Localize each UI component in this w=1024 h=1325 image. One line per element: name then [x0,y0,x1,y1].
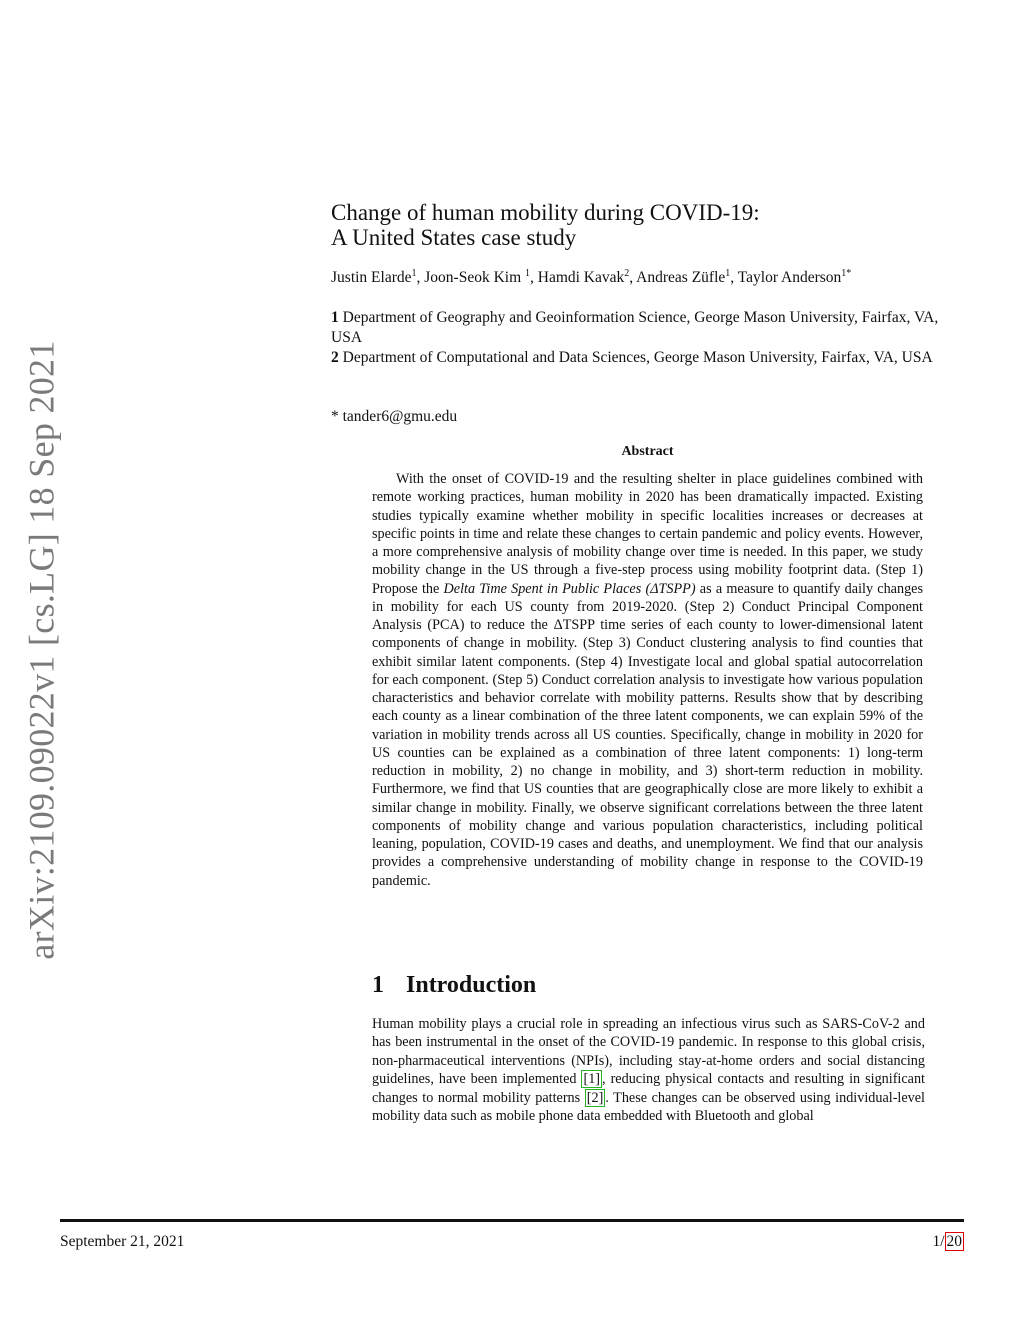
affiliation-list [331,308,971,368]
intro-text: . These changes can be observed using individual-level mobility data such as mobile phone data embedded with Bluetooth and global [372,1089,925,1125]
abstract-italic-term: Delta Time Spent in Public Places (ΔTSPP) [443,580,696,597]
corresponding-email: * tander6@gmu.edu [331,408,458,425]
section-heading-introduction [372,972,536,999]
footer-page-number [932,1233,964,1251]
paper-title [331,200,971,250]
abstract-heading: Abstract [621,444,674,459]
author-name: Hamdi Kavak [537,269,625,287]
affiliation-item [331,348,971,368]
page-current: 1/ [932,1233,945,1250]
author-affiliation-mark: 2 [624,268,630,279]
section-title: Introduction [406,972,537,998]
affiliation-text: Department of Computational and Data Sciences, George Mason University, Fairfax, VA, USA [342,349,933,366]
abstract-text: as a measure to quantify daily changes in mobility for each US county from 2019-2020. (Step 2) Conduct Principal Component Analysis (PCA) to reduce the ΔTSPP time series of each county to lower-dimensional latent components of change in mobility. (Step 3) Conduct clustering analysis to find counties that exhibit similar latent components. (Step 4) Investigate local and global spatial autocorrelation for each component. (Step 5) Conduct correlation analysis to investigate how various population characteristics and behavior correlate with mobility patterns. Results show that by describing each county as a linear combination of the three latent components, we can explain 59% of the variation in mobility trends across all US counties. Specifically, change in mobility in 2020 for US counties can be explained as a combination of three latent components: 1) long-term reduction in mobility, 2) no change in mobility, and 3) short-term reduction in mobility. Furthermore, we find that US counties that are geographically close are more likely to exhibit a similar change in mobility. Finally, we observe significant correlations between the three latent components of mobility change and various population characteristics, including political leaning, population, COVID-19 cases and deaths, and unemployment. We find that our analysis provides a comprehensive understanding of mobility change in response to the COVID-19 pandemic. [372,580,923,889]
introduction-paragraph [372,1015,925,1125]
author-name: Taylor Anderson [737,269,842,287]
author-affiliation-mark: 1 [525,268,530,279]
citation-link[interactable]: [1] [583,1071,601,1088]
abstract-text: With the onset of COVID-19 and the resulting shelter in place guidelines combined with remote working practices, human mobility in 2020 has been dramatically impacted. Existing studies typically examine whether mobility in specific localities increases or decreases at specific points in time and relate these changes to certain pandemic and policy events. However, a more comprehensive analysis of mobility change over time is needed. In this paper, we study mobility change in the US through a five-step process using mobility footprint data. (Step 1) Propose the [372,471,923,597]
author-affiliation-mark: 1 [411,268,417,279]
affiliation-item [331,308,971,348]
author-name: Joon-Seok Kim [424,269,522,287]
citation-link[interactable]: [2] [586,1089,604,1106]
intro-text: Human mobility plays a crucial role in spreading an infectious virus such as SARS-CoV-2 and has been instrumental in the onset of the COVID-19 pandemic. In response to this global crisis, non-pharmaceutical interventions (NPIs), including stay-at-home orders and social distancing guidelines, have been implemented [372,1016,925,1088]
arxiv-identifier-stamp [18,340,66,960]
footer-date: September 21, 2021 [60,1233,185,1250]
arxiv-identifier-text: arXiv:2109.09022v1 [cs.LG] 18 Sep 2021 [22,340,63,960]
intro-text: , reducing physical contacts and resulting in significant changes to normal mobility patterns [372,1071,925,1106]
paper-title-line-1: Change of human mobility during COVID-19: [331,200,760,225]
footer-divider [60,1219,964,1222]
paper-title-line-2: A United States case study [331,225,577,250]
page-total-link[interactable]: 20 [946,1233,962,1250]
affiliation-text: Department of Geography and Geoinformation Science, George Mason University, Fairfax, VA, USA [331,309,939,346]
section-number: 1 [372,972,384,998]
author-affiliation-mark: 1* [841,268,852,279]
abstract-body [372,470,923,890]
author-list: Justin Elarde$^1$, Joon-Seok Kim $^1$, Hamdi Kavak$^2$, Andreas Züfle$^1$, Taylor Anderson$^{1*}$ [331,268,852,287]
author-name: Justin Elarde [331,269,412,287]
author-affiliation-mark: 1 [725,268,731,279]
affiliation-number: 2 [331,349,339,366]
affiliation-number: 1 [331,309,339,326]
author-name: Andreas Züfle [636,269,726,287]
